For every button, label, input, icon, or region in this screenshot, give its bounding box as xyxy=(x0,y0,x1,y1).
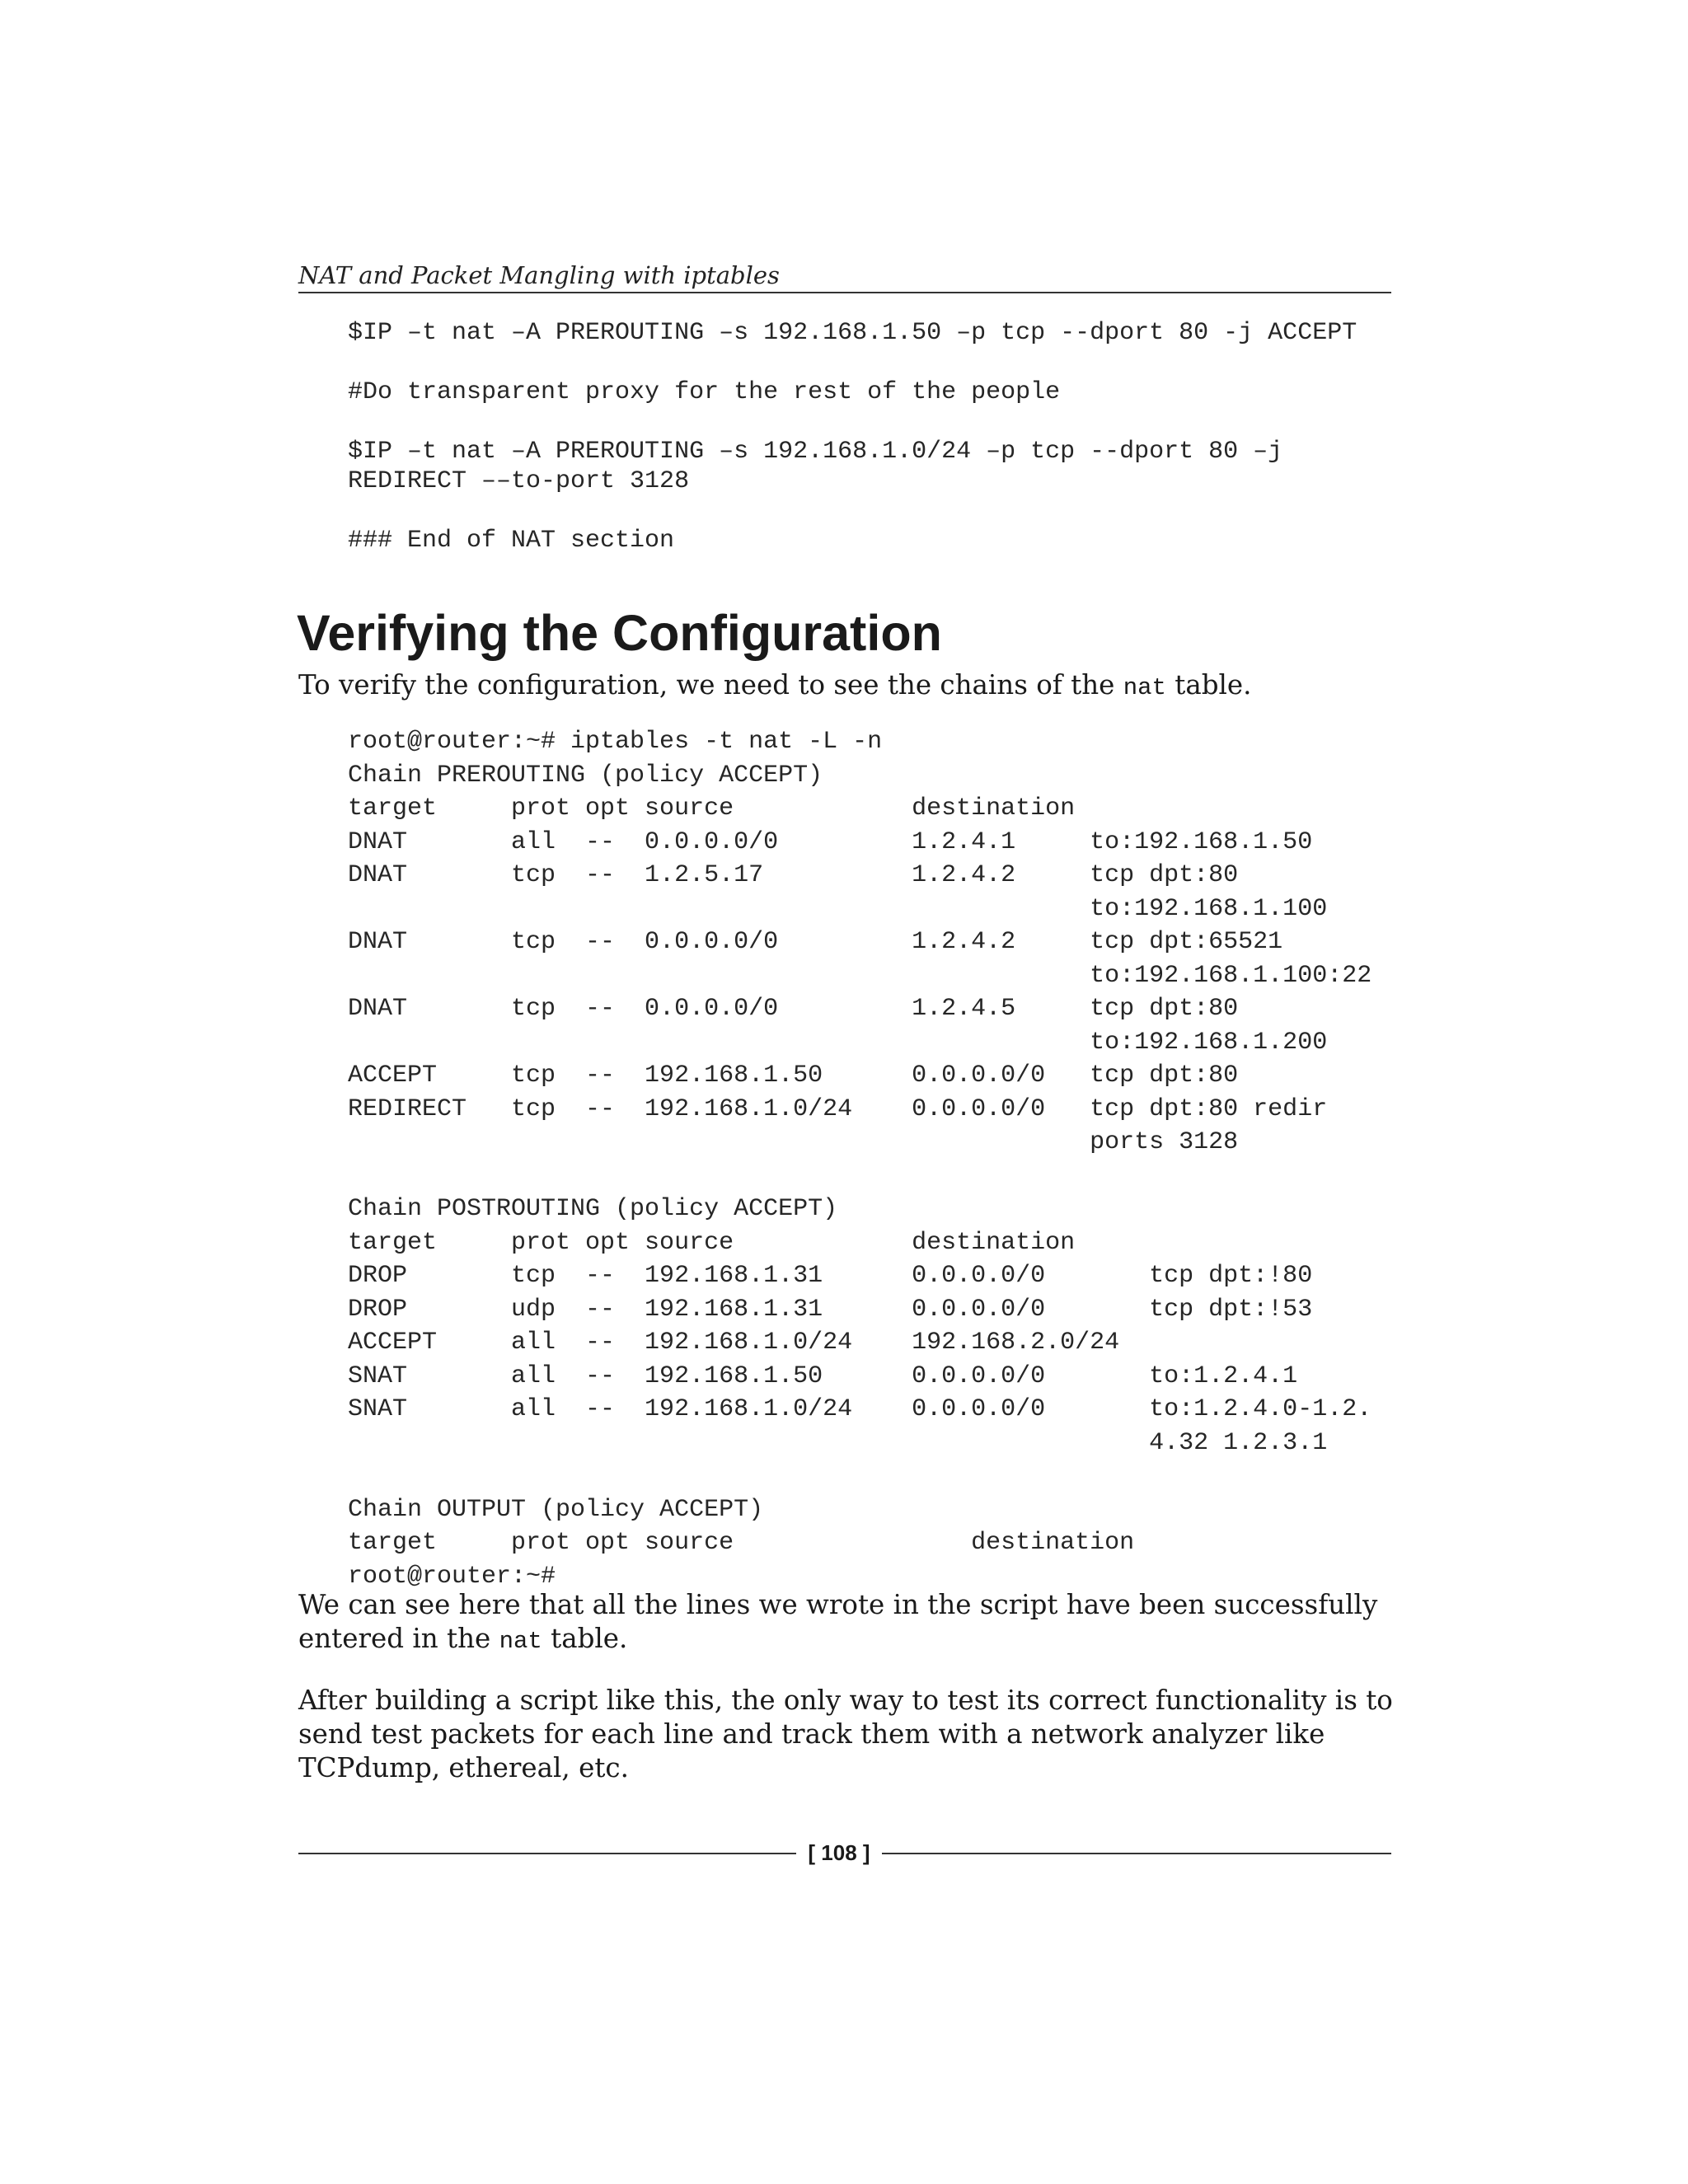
intro-text: To verify the configuration, we need to see the chains of the xyxy=(298,669,1123,701)
result-paragraph xyxy=(298,1588,1395,1658)
page-number: [ 108 ] xyxy=(808,1840,870,1865)
inline-code-nat: nat xyxy=(1123,674,1166,701)
result-text-end: table. xyxy=(542,1623,628,1654)
intro-paragraph xyxy=(298,668,1395,705)
inline-code-nat: nat xyxy=(499,1628,542,1655)
result-text: We can see here that all the lines we wrote in the script have been successfully entered in the xyxy=(298,1589,1378,1654)
intro-text-end: table. xyxy=(1165,669,1252,701)
section-heading: Verifying the Configuration xyxy=(297,605,942,661)
advice-paragraph: After building a script like this, the only way to test its correct functionality is to send test packets for each line and track them with a network analyzer like TCPdump, ethereal, etc. xyxy=(298,1685,1393,1783)
running-header: NAT and Packet Mangling with iptables xyxy=(298,261,780,289)
footer-rule-right xyxy=(882,1853,1391,1854)
footer-rule-left xyxy=(298,1853,796,1854)
code-block-iptables-listing: root@router:~# iptables -t nat -L -n Chain PREROUTING (policy ACCEPT) target prot opt source destination DNAT all -- 0.0.0.0/0 1.2.4.1 to:192.168.1.50 DNAT tcp -- 1.2.5.17 1.2.4.2 tcp dpt:80 to:192.168.1.100 DNAT tcp -- 0.0.0.0/0 1.2.4.2 tcp dpt:65521 to:192.168.1.100:22 DNAT tcp -- 0.0.0.0/0 1.2.4.5 tcp dpt:80 to:192.168.1.200 ACCEPT tcp -- 192.168.1.50 0.0.0.0/0 tcp dpt:80 REDIRECT tcp -- 192.168.1.0/24 0.0.0.0/0 tcp dpt:80 redir ports 3128 Chain POSTROUTING (policy ACCEPT) target prot opt source destination DROP tcp -- 192.168.1.31 0.0.0.0/0 tcp dpt:!80 DROP udp -- 192.168.1.31 0.0.0.0/0 tcp dpt:!53 ACCEPT all -- 192.168.1.0/24 192.168.2.0/24 SNAT all -- 192.168.1.50 0.0.0.0/0 to:1.2.4.1 SNAT all -- 192.168.1.0/24 0.0.0.0/0 to:1.2.4.0-1.2. 4.32 1.2.3.1 Chain OUTPUT (policy ACCEPT) target prot opt source destination root@router:~# xyxy=(348,728,1372,1591)
code-block-nat-rules: $IP –t nat –A PREROUTING –s 192.168.1.50 –p tcp --dport 80 -j ACCEPT #Do transparent proxy for the rest of the people $IP –t nat –A PREROUTING –s 192.168.1.0/24 –p tcp --dport 80 –j REDIRECT ––to-port 3128 ### End of NAT section xyxy=(348,319,1357,555)
header-rule xyxy=(298,292,1391,293)
